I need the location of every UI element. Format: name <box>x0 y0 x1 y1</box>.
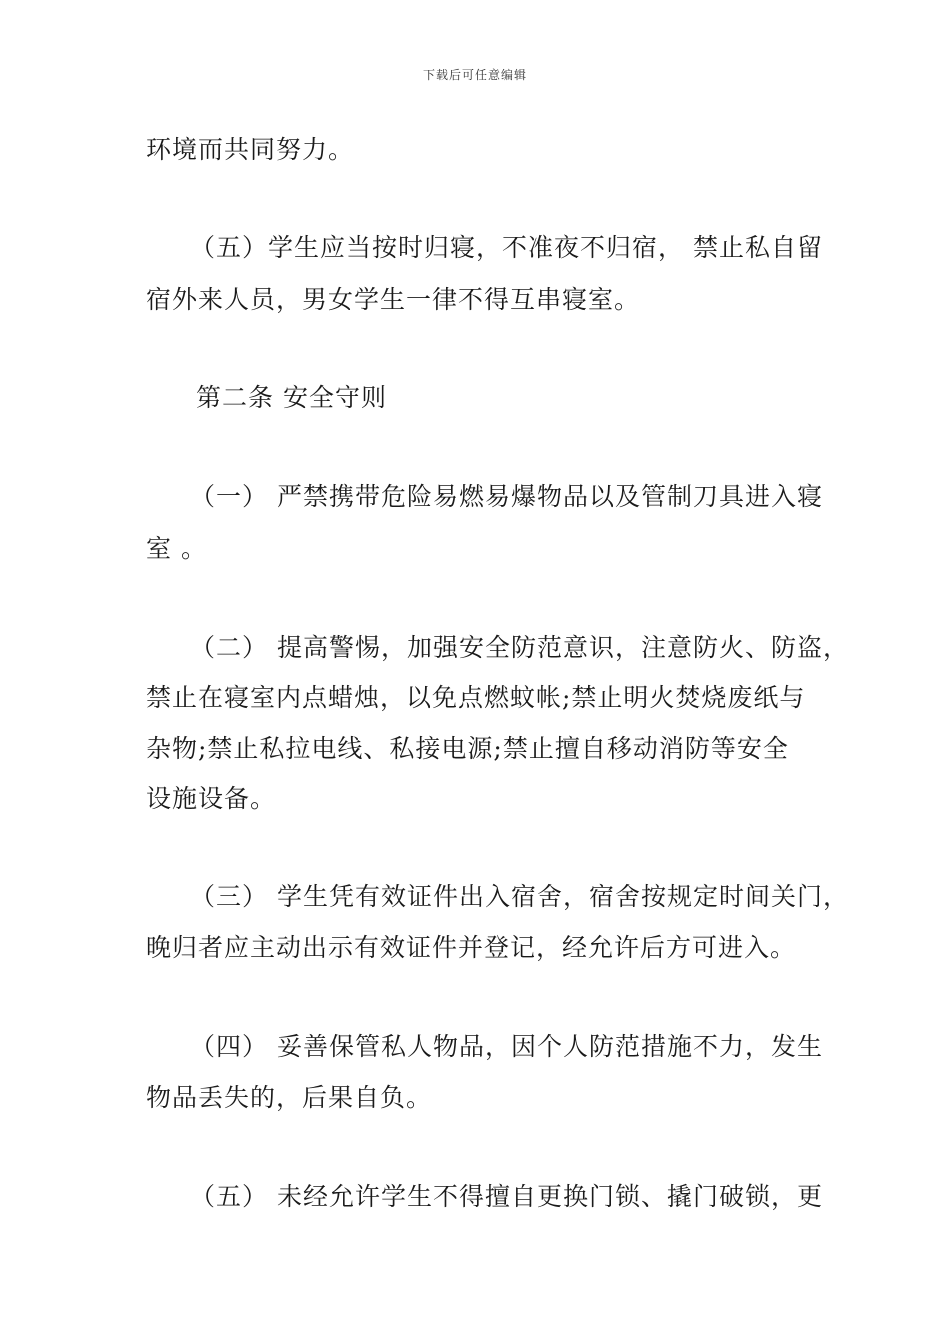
text-line: （一） 严禁携带危险易燃易爆物品以及管制刀具进入寝 <box>190 482 823 511</box>
text-line: （五） 未经允许学生不得擅自更换门锁、撬门破锁，更 <box>190 1182 823 1211</box>
text-line: 环境而共同努力。 <box>146 135 355 164</box>
text-line: 杂物;禁止私拉电线、私接电源;禁止擅自移动消防等安全 <box>146 734 789 763</box>
text-line: （五）学生应当按时归寝，不准夜不归宿， 禁止私自留 <box>190 233 823 262</box>
text-line: 室 。 <box>146 534 207 563</box>
text-line: 物品丢失的，后果自负。 <box>146 1083 433 1112</box>
text-line: （四） 妥善保管私人物品，因个人防范措施不力，发生 <box>190 1032 823 1061</box>
text-line: 晚归者应主动出示有效证件并登记，经允许后方可进入。 <box>146 933 797 962</box>
text-line: （二） 提高警惕，加强安全防范意识，注意防火、防盗， <box>190 633 849 662</box>
page-header: 下载后可任意编辑 <box>422 68 527 82</box>
text-line: 设施设备。 <box>146 784 277 813</box>
text-line: （三） 学生凭有效证件出入宿舍，宿舍按规定时间关门， <box>190 882 849 911</box>
text-line: 禁止在寝室内点蜡烛，以免点燃蚊帐;禁止明火焚烧废纸与 <box>146 683 806 712</box>
section-heading: 第二条 安全守则 <box>196 383 387 412</box>
text-line: 宿外来人员，男女学生一律不得互串寝室。 <box>146 285 641 314</box>
